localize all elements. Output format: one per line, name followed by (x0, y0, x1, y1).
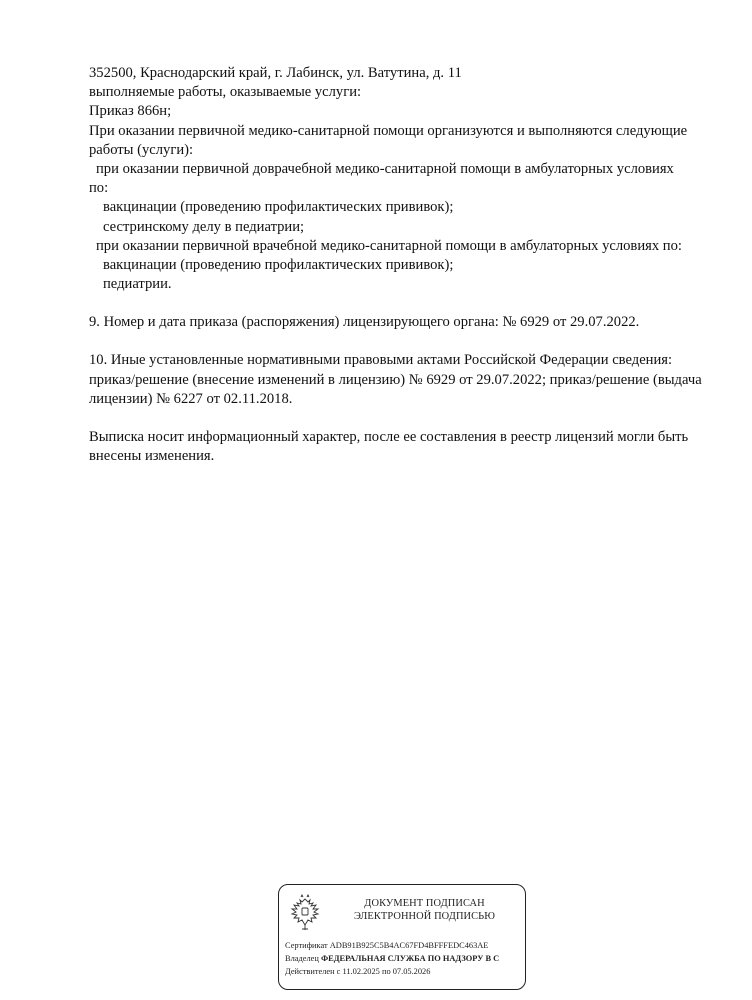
address-line: 352500, Краснодарский край, г. Лабинск, ул. Ватутина, д. 11 (89, 65, 462, 81)
service-vaccination: вакцинации (проведению профилактических прививок); (103, 199, 454, 216)
owner-row: Владелец ФЕДЕРАЛЬНАЯ СЛУЖБА ПО НАДЗОРУ В С (285, 954, 500, 963)
services-heading: выполняемые работы, оказываемые услуги: (89, 84, 362, 101)
disclaimer-line-2: внесены изменения. (89, 448, 215, 465)
service-vaccination-2: вакцинации (проведению профилактических прививок); (103, 256, 454, 273)
certificate-row: Сертификат ADB91B925C5B4AC67FD4BFFFEDC463AE (285, 941, 489, 950)
item-9-order-date: 9. Номер и дата приказа (распоряжения) лицензирующего органа: № 6929 от 29.07.2022. (89, 314, 640, 331)
document-body (89, 64, 719, 466)
physician-care-line: при оказании первичной врачебной медико-санитарной помощи в амбулаторных условиях по: (96, 237, 682, 254)
prehospital-care-line: при оказании первичной доврачебной медико-санитарной помощи в амбулаторных условиях (96, 160, 674, 177)
disclaimer-line-1: Выписка носит информационный характер, после ее составления в реестр лицензий могли быть (89, 429, 689, 445)
item-10-line-3: лицензии) № 6227 от 02.11.2018. (89, 390, 293, 407)
electronic-signature-stamp (278, 884, 526, 990)
stamp-title: ДОКУМЕНТ ПОДПИСАН ЭЛЕКТРОННОЙ ПОДПИСЬЮ (353, 898, 496, 922)
service-pediatrics: педиатрии. (103, 276, 172, 293)
prehospital-care-continued: по: (89, 180, 109, 197)
services-intro-continued: работы (услуги): (89, 141, 194, 158)
order-reference: Приказ 866н; (89, 103, 172, 120)
services-intro-line: При оказании первичной медико-санитарной помощи организуются и выполняются следующие (89, 122, 688, 139)
item-10-line-2: приказ/решение (внесение изменений в лицензию) № 6929 от 29.07.2022; приказ/решение (выдача (89, 371, 702, 388)
item-10-line-1: 10. Иные установленные нормативными правовыми актами Российской Федерации сведения: (89, 352, 673, 369)
owner-value: ФЕДЕРАЛЬНАЯ СЛУЖБА ПО НАДЗОРУ В С (320, 954, 500, 963)
certificate-value: ADB91B925C5B4AC67FD4BFFFEDC463AE (329, 941, 489, 950)
service-pediatric-nursing: сестринскому делу в педиатрии; (103, 218, 305, 235)
validity-row: Действителен с 11.02.2025 по 07.05.2026 (285, 967, 431, 976)
russian-coat-of-arms-icon (287, 893, 323, 933)
